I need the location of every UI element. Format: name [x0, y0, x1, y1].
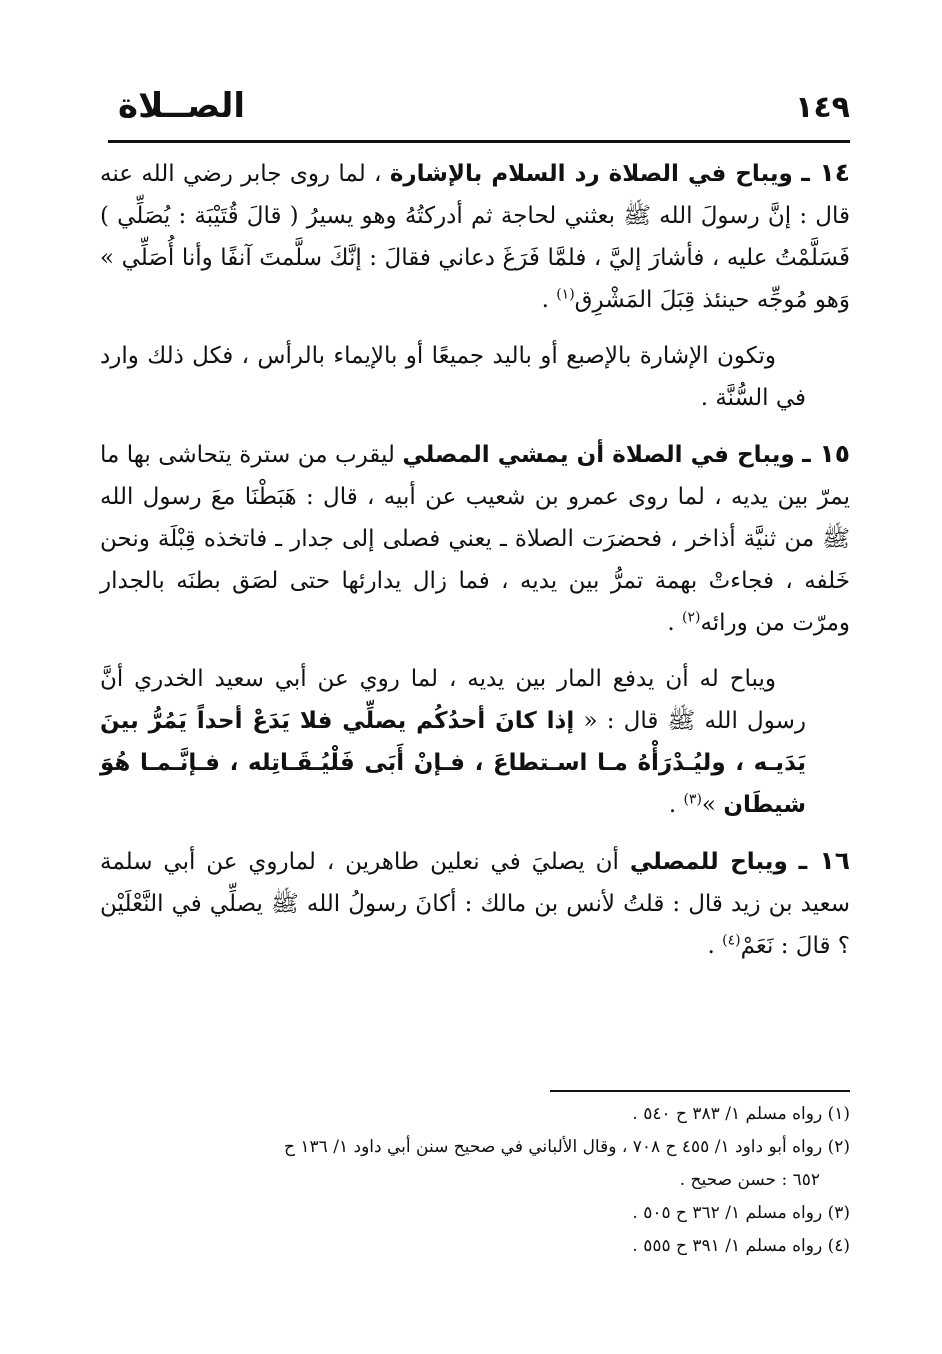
footnote-1: (١) رواه مسلم ١/ ٣٨٣ ح ٥٤٠ .: [632, 1104, 850, 1124]
header-rule: [108, 140, 850, 143]
item-end: .: [707, 933, 723, 959]
footnote-ref: (٣): [683, 791, 702, 808]
main-content: [100, 152, 850, 981]
item-number: ١٥ ـ: [802, 439, 851, 468]
footnote-4: (٤) رواه مسلم ١/ ٣٩١ ح ٥٥٥ .: [632, 1236, 850, 1256]
footnotes: [100, 1098, 850, 1263]
quote-close: »: [701, 792, 724, 818]
item-text: أن يصليَ في نعلين طاهرين ، لماروي عن أبي سلمة سعيد بن زيد قال : قلتُ لأنس بن مالك : أكانَ رسولُ الله ﷺ يصلِّي في النَّعْلَيْن ؟ قالَ : نَعَمْ: [100, 849, 850, 959]
item-text: ، لما روى جابر رضي الله عنه قال : إنَّ رسولَ الله ﷺ بعثني لحاجة ثم أدركتُهُ وهو يسيرُ ( قالَ قُتَيْبَة : يُصَلِّي ) فَسَلَّمْتُ عليه ، فأشارَ إليَّ ، فلمَّا فَرَغَ دعاني فقالَ : إنَّكَ سلَّمتَ آنفًا وأنا أُصَلِّي » وَهو مُوجِّه حينئذ قِبَلَ المَشْرِق: [100, 161, 850, 313]
item-heading: ويباح للمصلي: [629, 849, 788, 875]
item-16-paragraph: [100, 840, 850, 967]
item-15-extra: [100, 658, 850, 826]
item-end: .: [541, 287, 557, 313]
chapter-title: الصــلاة: [118, 86, 246, 126]
item-14-paragraph: [100, 152, 850, 321]
item-number: ١٦ ـ: [798, 846, 851, 875]
item-text: ليقرب من سترة يتحاشى بها ما يمرّ بين يديه ، لما روى عمرو بن شعيب عن أبيه ، قال : هَبَطْنَا معَ رسول الله ﷺ من ثنيَّة أذاخر ، فحضرَت الصلاة ـ يعني فصلى إلى جدار ـ فاتخذه قِبْلَة ونحن خَلفه ، فجاءتْ بهمة تمرُّ بين يديه ، فما زال يدارئها حتى لصَق بطنَه بالجدار ومرّت من ورائه: [100, 442, 850, 636]
item-14: [100, 152, 850, 321]
page-number: ١٤٩: [795, 90, 850, 125]
footnote-ref: (٤): [722, 932, 741, 949]
item-end: .: [667, 610, 682, 636]
item-number: ١٤ ـ: [801, 158, 851, 187]
footnote-2: (٢) رواه أبو داود ١/ ٤٥٥ ح ٧٠٨ ، وقال الألباني في صحيح سنن أبي داود ١/ ١٣٦ ح: [284, 1137, 850, 1157]
footnote-ref: (٢): [681, 609, 701, 626]
item-14-extra: وتكون الإشارة بالإصبع أو باليد جميعًا أو بالإيماء بالرأس ، فكل ذلك وارد في السُّنَّة .: [100, 343, 806, 411]
footnote-3: (٣) رواه مسلم ١/ ٣٦٢ ح ٥٠٥ .: [632, 1203, 850, 1223]
footnote-ref: (١): [556, 286, 575, 303]
extra-end: .: [668, 792, 684, 818]
item-16: [100, 840, 850, 967]
item-heading: ويباح في الصلاة رد السلام بالإشارة: [389, 161, 793, 187]
footnote-2-continuation: ٦٥٢ : حسن صحيح .: [679, 1170, 820, 1190]
extra-intro: ويباح له أن يدفع المار بين يديه ، لما روي عن أبي سعيد الخدري أنَّ رسول الله ﷺ قال : «: [100, 666, 806, 734]
hadith-quote: إذا كانَ أحدُكُم يصلِّي فلا يَدَعْ أحداً يَمُرُّ بينَ يَدَيـه ، وليُـدْرَأْهُ مـا اسـتطاعَ ، فـإنْ أَبَى فَلْيُـقَـاتِله ، فـإنَّـمـا هُوَ شيطَان: [100, 708, 806, 818]
footnote-rule: [550, 1090, 850, 1092]
item-15-paragraph: [100, 433, 850, 644]
item-heading: ويباح في الصلاة أن يمشي المصلي: [402, 442, 795, 468]
item-15: [100, 433, 850, 644]
page-header: [108, 86, 850, 134]
